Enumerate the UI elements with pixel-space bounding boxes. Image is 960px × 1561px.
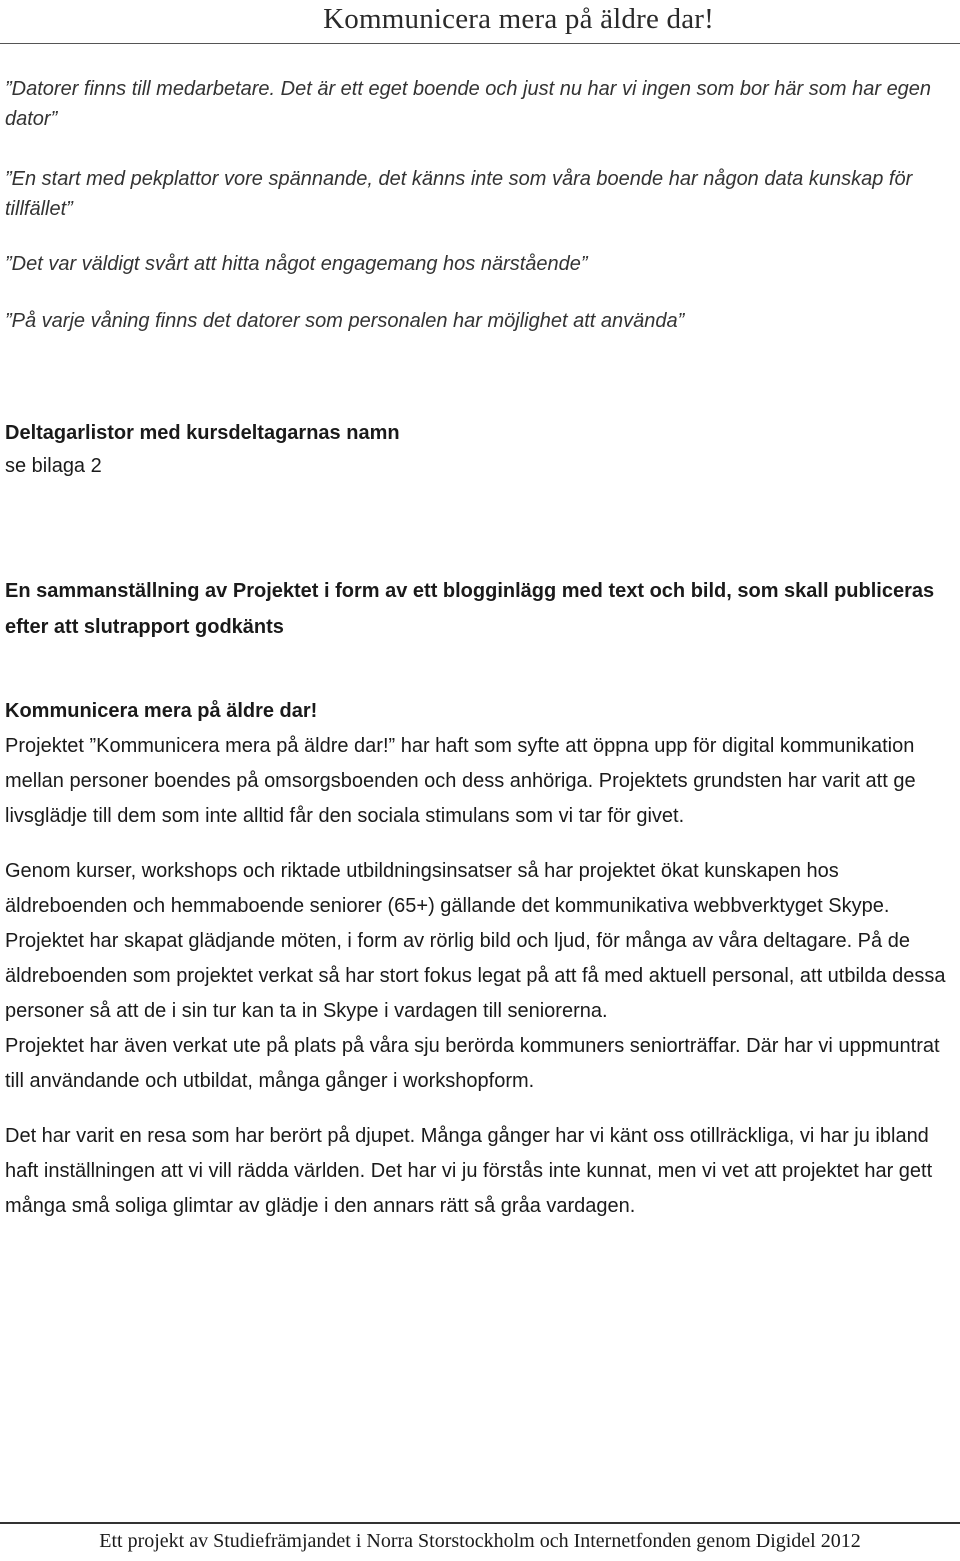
quote-datorer: ”Datorer finns till medarbetare. Det är ett eget boende och just nu har vi ingen som bor här som har egen dator” [5, 78, 932, 130]
paragraph-aven: Projektet har även verkat ute på plats på våra sju berörda kommuners seniorträffar. Där har vi uppmuntrat till användande och utbildat, många gånger i workshopform. [5, 1035, 940, 1092]
deltagarlistor-heading: Deltagarlistor med kursdeltagarnas namn [5, 422, 400, 444]
footer-text: Ett projekt av Studiefrämjandet i Norra Storstockholm och Internetfonden genom Digidel 2012 [99, 1530, 861, 1552]
kommunicera-heading: Kommunicera mera på äldre dar! [5, 700, 318, 722]
page-footer [0, 1522, 960, 1561]
document-body [5, 70, 955, 1224]
page-title: Kommunicera mera på äldre dar! [323, 3, 714, 35]
page-header [0, 0, 960, 44]
quote-engagemang: ”Det var väldigt svårt att hitta något engagemang hos närstående” [5, 253, 588, 275]
quote-vaning: ”På varje våning finns det datorer som personalen har möjlighet att använda” [5, 310, 685, 332]
bilaga-reference: se bilaga 2 [5, 455, 102, 477]
paragraph-resa: Det har varit en resa som har berört på djupet. Många gånger har vi känt oss otillräckliga, vi har ju ibland haft inställningen att vi vill rädda världen. Det har vi ju förstås inte kunnat, men vi vet att projektet har gett många små soliga glimtar av glädje i den annars rätt så gråa vardagen. [5, 1125, 933, 1217]
quote-pekplattor: ”En start med pekplattor vore spännande, det känns inte som våra boende har någon data kunskap för tillfället” [5, 168, 913, 220]
paragraph-intro: Projektet ”Kommunicera mera på äldre dar!” har haft som syfte att öppna upp för digital kommunikation mellan personer boendes på omsorgsboenden och dess anhöriga. Projektets grundsten har varit att ge livsglädje till dem som inte alltid får den sociala stimulans som vi tar för givet. [5, 735, 916, 827]
paragraph-genom: Genom kurser, workshops och riktade utbildningsinsatser så har projektet ökat kunskapen hos äldreboenden och hemmaboende seniorer (65+) gällande det kommunikativa webbverktyget Skype. Projektet har skapat glädjande möten, i form av rörlig bild och ljud, för många av våra deltagare. På de äldreboenden som projektet verkat så har stort fokus legat på att få med aktuell personal, att utbilda dessa personer så att de i sin tur kan ta in Skype i vardagen till seniorerna. [5, 860, 946, 1022]
sammanstallning-heading: En sammanställning av Projektet i form av ett blogginlägg med text och bild, som skall publiceras efter att slutrapport godkänts [5, 580, 935, 638]
